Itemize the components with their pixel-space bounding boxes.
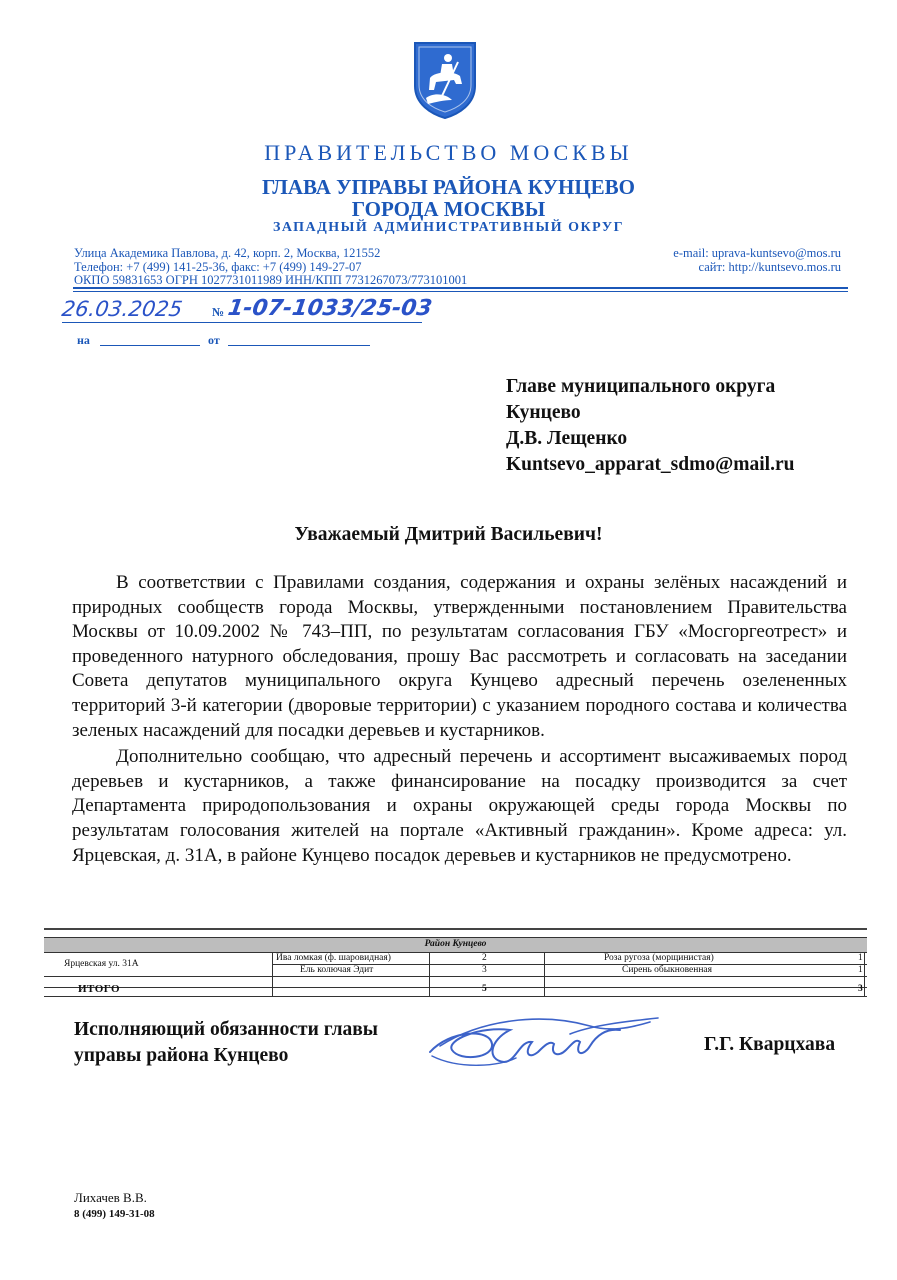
district-title: ЗАПАДНЫЙ АДМИНИСТРАТИВНЫЙ ОКРУГ bbox=[272, 220, 625, 235]
table-top-rule bbox=[44, 928, 867, 930]
greeting: Уважаемый Дмитрий Васильевич! bbox=[294, 524, 603, 545]
signatory-title-line: Исполняющий обязанности главы bbox=[74, 1019, 379, 1040]
reply-from-label: от bbox=[208, 333, 220, 347]
office-title-line-2: ГОРОДА МОСКВЫ bbox=[351, 197, 546, 221]
table-total-shrubs: 3 bbox=[858, 984, 863, 994]
letterhead-rule bbox=[73, 287, 848, 289]
reply-to-label: на bbox=[77, 333, 90, 347]
executor-name: Лихачев В.В. bbox=[74, 1190, 147, 1205]
reply-to-blank bbox=[100, 345, 200, 346]
table-bottom-rule bbox=[44, 996, 867, 997]
addressee-email: Kuntsevo_apparat_sdmo@mail.ru bbox=[506, 454, 795, 475]
letter-body bbox=[72, 571, 847, 868]
registration-number: 1-07-1033/25-03 bbox=[226, 296, 434, 321]
table-divider bbox=[272, 952, 273, 996]
address-line: Улица Академика Павлова, д. 42, корп. 2, Москва, 121552 bbox=[74, 246, 381, 260]
addressee-name: Д.В. Лещенко bbox=[506, 428, 628, 449]
handwritten-signature bbox=[420, 1000, 665, 1080]
government-title: ПРАВИТЕЛЬСТВО МОСКВЫ bbox=[264, 140, 633, 165]
codes-line: ОКПО 59831653 ОГРН 1027731011989 ИНН/КПП 7731267073/773101001 bbox=[74, 273, 468, 287]
executor-phone: 8 (499) 149-31-08 bbox=[74, 1208, 155, 1220]
signatory-title-line: управы района Кунцево bbox=[74, 1045, 289, 1066]
table-shrub-species: Сирень обыкновенная bbox=[622, 965, 712, 975]
letterhead-rule-thin bbox=[73, 291, 848, 292]
email-line: e-mail: uprava-kuntsevo@mos.ru bbox=[673, 246, 841, 260]
body-paragraph: Дополнительно сообщаю, что адресный перечень и ассортимент высаживаемых пород деревьев и кустарников, а также финансирование на посадку производится за счет Департамента природопользования и охраны окружающей среды города Москвы по результатам голосования жителей на портале «Активный гражданин». Кроме адреса: ул. Ярцевская, д. 31А, в районе Кунцево посадок деревьев и кустарников не предусмотрено. bbox=[72, 746, 847, 866]
table-address-cell: Ярцевская ул. 31А bbox=[64, 959, 139, 969]
planting-table bbox=[44, 928, 867, 998]
table-row-rule bbox=[44, 976, 867, 977]
executor-block bbox=[74, 1190, 155, 1222]
registration-date: 26.03.2025 bbox=[60, 297, 184, 321]
signatory-name: Г.Г. Кварцхава bbox=[704, 1034, 836, 1055]
table-tree-count: 2 bbox=[482, 953, 487, 963]
body-paragraph: В соответствии с Правилами создания, содержания и охраны зелёных насаждений и природных сообществ города Москвы, утвержденными постановлением Правительства Москвы от 10.09.2002 № 743–ПП, по результатам согласования ГБУ «Мосгоргеотрест» и проведенного натурного обследования, прошу Вас рассмотреть и согласовать на заседании Совета депутатов муниципального округа Кунцево адресный перечень озелененных территорий 3-й категории (дворовые территории) с указанием породного состава и количества зеленых насаждений для посадки деревьев и кустарников. bbox=[72, 572, 847, 741]
office-title-line-1: ГЛАВА УПРАВЫ РАЙОНА КУНЦЕВО bbox=[262, 175, 635, 199]
table-divider bbox=[429, 952, 430, 996]
contact-block-left bbox=[74, 247, 467, 288]
table-tree-count: 3 bbox=[482, 965, 487, 975]
table-divider bbox=[864, 952, 865, 996]
table-shrub-count: 1 bbox=[858, 953, 863, 963]
table-shrub-species: Роза ругоза (морщинистая) bbox=[604, 953, 714, 963]
registration-underline bbox=[62, 322, 422, 323]
moscow-coat-of-arms-icon bbox=[412, 40, 478, 120]
table-tree-species: Ель колючая Эдит bbox=[300, 965, 374, 975]
registration-number-label: № bbox=[212, 305, 225, 319]
addressee-line: Главе муниципального округа bbox=[506, 376, 776, 397]
table-tree-species: Ива ломкая (ф. шаровидная) bbox=[276, 953, 391, 963]
table-district: Район Кунцево bbox=[424, 939, 487, 949]
addressee-block bbox=[506, 374, 794, 478]
table-row-rule bbox=[44, 987, 867, 988]
table-total-label: ИТОГО bbox=[78, 983, 121, 995]
table-divider bbox=[544, 952, 545, 996]
site-line: сайт: http://kuntsevo.mos.ru bbox=[698, 259, 841, 274]
reply-from-blank bbox=[228, 345, 370, 346]
table-total-trees: 5 bbox=[482, 984, 487, 994]
table-shrub-count: 1 bbox=[858, 965, 863, 975]
contact-block-right bbox=[673, 247, 841, 274]
phone-line: Телефон: +7 (499) 141-25-36, факс: +7 (499) 149-27-07 bbox=[74, 259, 362, 274]
signatory-title bbox=[74, 1017, 378, 1069]
addressee-line: Кунцево bbox=[506, 402, 581, 423]
